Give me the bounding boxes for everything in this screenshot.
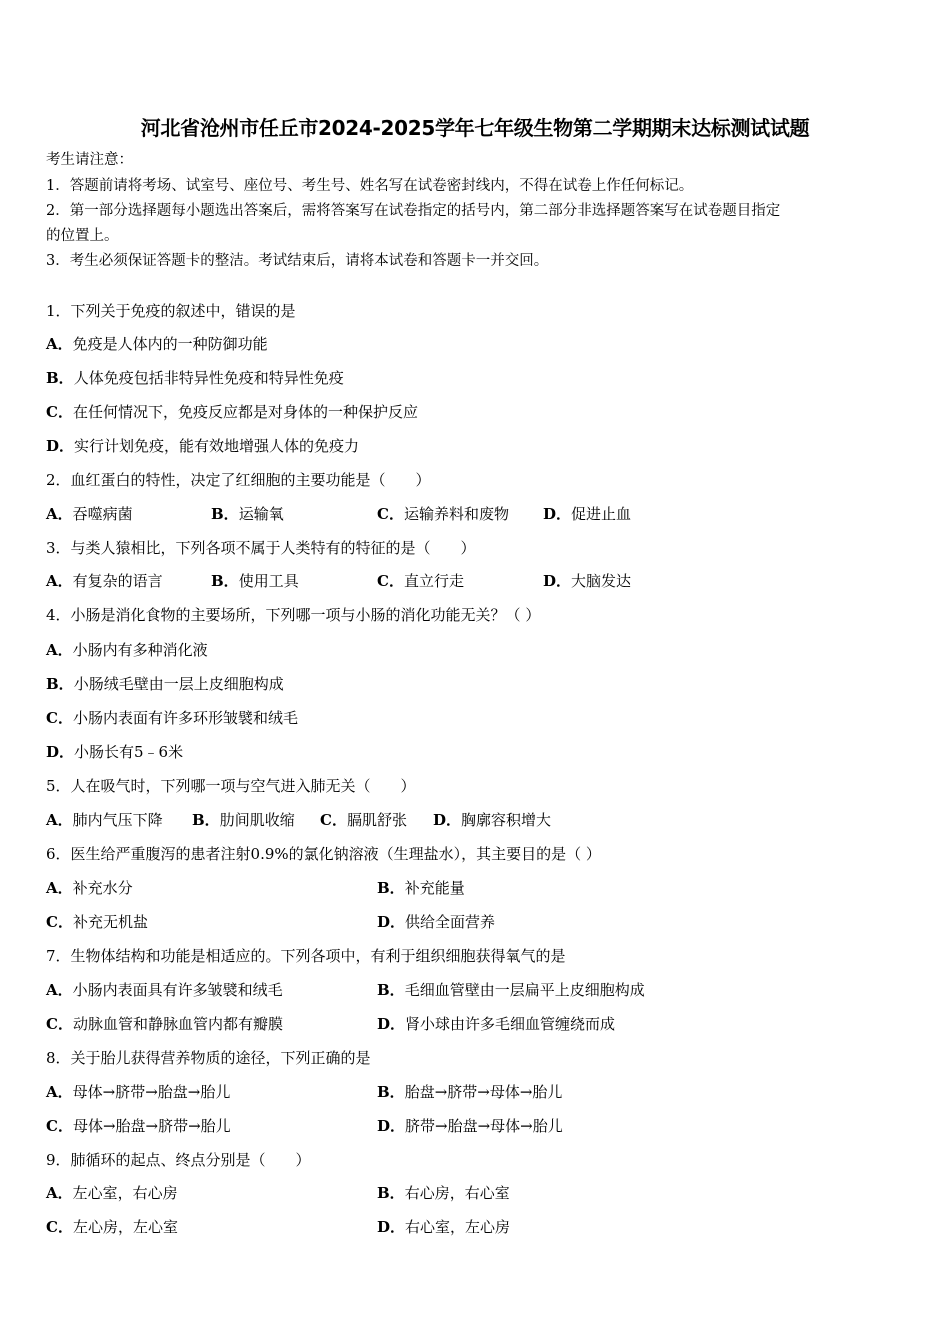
option-label: A．	[46, 811, 73, 829]
notice-item: 3．考生必须保证答题卡的整洁。考试结束后，请将本试卷和答题卡一并交回。	[46, 253, 549, 269]
option-label: A．	[46, 572, 73, 590]
option-label: C．	[46, 1015, 73, 1033]
option-text: 小肠长有5﹣6米	[74, 743, 184, 761]
option-text: 母体→脐带→胎盘→胎儿	[72, 1083, 231, 1101]
option-label: B．	[377, 981, 405, 999]
option-label: B．	[46, 675, 74, 693]
option-label: A．	[46, 1184, 73, 1202]
option-b	[211, 571, 299, 591]
question-stem: 9．肺循环的起点、终点分别是（ ）	[46, 1151, 311, 1169]
option-d	[377, 1217, 510, 1237]
option-b	[377, 1183, 510, 1203]
option-b	[377, 878, 465, 898]
question-stem: 7．生物体结构和功能是相适应的。下列各项中，有利于组织细胞获得氧气的是	[46, 947, 566, 965]
option-text: 有复杂的语言	[72, 572, 163, 590]
option-label: D．	[46, 437, 75, 455]
option-text: 运输养料和废物	[403, 505, 509, 523]
question-stem: 5．人在吸气时，下列哪一项与空气进入肺无关（ ）	[46, 777, 416, 795]
option-label: C．	[46, 913, 73, 931]
option-d	[377, 1116, 563, 1136]
option-text: 右心房，右心室	[404, 1184, 510, 1202]
option-c	[46, 402, 418, 422]
option-text: 运输氧	[238, 505, 284, 523]
option-c	[377, 504, 509, 524]
option-label: B．	[377, 1184, 405, 1202]
option-text: 吞噬病菌	[72, 505, 133, 523]
option-label: C．	[46, 1117, 73, 1135]
option-c	[377, 571, 464, 591]
option-label: D．	[377, 1218, 406, 1236]
option-c	[46, 1217, 178, 1237]
option-text: 免疫是人体内的一种防御功能	[72, 335, 268, 353]
option-label: A．	[46, 335, 73, 353]
option-a	[46, 1183, 178, 1203]
option-label: A．	[46, 1083, 73, 1101]
option-label: D．	[377, 1015, 406, 1033]
question-stem: 6．医生给严重腹泻的患者注射0.9%的氯化钠溶液（生理盐水），其主要目的是（ ）	[46, 845, 601, 863]
option-label: C．	[320, 811, 347, 829]
option-b	[46, 368, 344, 388]
option-text: 促进止血	[571, 505, 632, 523]
option-a	[46, 504, 133, 524]
option-label: C．	[377, 505, 404, 523]
question-stem: 3．与类人猿相比，下列各项不属于人类特有的特征的是（ ）	[46, 539, 476, 557]
option-a	[46, 810, 163, 830]
question-stem: 4．小肠是消化食物的主要场所，下列哪一项与小肠的消化功能无关？（ ）	[46, 606, 541, 624]
option-d	[377, 912, 495, 932]
option-label: A．	[46, 981, 73, 999]
option-text: 毛细血管壁由一层扁平上皮细胞构成	[404, 981, 645, 999]
option-label: B．	[377, 1083, 405, 1101]
option-text: 右心室，左心房	[405, 1218, 511, 1236]
option-text: 胎盘→脐带→母体→胎儿	[404, 1083, 563, 1101]
option-d	[377, 1014, 615, 1034]
option-a	[46, 640, 208, 660]
option-d	[543, 504, 631, 524]
option-b	[377, 980, 645, 1000]
option-label: B．	[46, 369, 74, 387]
option-label: D．	[377, 1117, 406, 1135]
option-label: B．	[211, 505, 239, 523]
option-text: 母体→胎盘→脐带→胎儿	[72, 1117, 231, 1135]
option-text: 小肠内表面具有许多皱襞和绒毛	[72, 981, 283, 999]
option-text: 补充无机盐	[72, 913, 148, 931]
option-label: A．	[46, 879, 73, 897]
option-text: 供给全面营养	[405, 913, 496, 931]
option-text: 直立行走	[403, 572, 464, 590]
option-text: 使用工具	[238, 572, 299, 590]
option-label: A．	[46, 505, 73, 523]
option-label: D．	[46, 743, 75, 761]
option-text: 胸廓容积增大	[461, 811, 552, 829]
option-text: 在任何情况下，免疫反应都是对身体的一种保护反应	[72, 403, 418, 421]
option-text: 补充水分	[72, 879, 133, 897]
option-text: 人体免疫包括非特异性免疫和特异性免疫	[73, 369, 344, 387]
option-a	[46, 334, 268, 354]
option-b	[377, 1082, 562, 1102]
option-text: 脐带→胎盘→母体→胎儿	[405, 1117, 563, 1135]
option-text: 动脉血管和静脉血管内都有瓣膜	[72, 1015, 283, 1033]
option-text: 肺内气压下降	[72, 811, 163, 829]
option-text: 补充能量	[404, 879, 465, 897]
option-label: D．	[433, 811, 462, 829]
option-d	[46, 436, 359, 456]
option-label: C．	[46, 709, 73, 727]
option-b	[211, 504, 284, 524]
option-a	[46, 980, 283, 1000]
option-c	[46, 708, 298, 728]
question-stem: 1．下列关于免疫的叙述中，错误的是	[46, 302, 296, 320]
page-title: 河北省沧州市任丘市2024-2025学年七年级生物第二学期期末达标测试试题	[140, 116, 810, 140]
option-d	[433, 810, 551, 830]
option-label: B．	[377, 879, 405, 897]
option-label: A．	[46, 641, 73, 659]
option-text: 肋间肌收缩	[219, 811, 295, 829]
option-label: B．	[211, 572, 239, 590]
option-text: 小肠内有多种消化液	[72, 641, 208, 659]
option-c	[320, 810, 407, 830]
option-b	[46, 674, 284, 694]
option-c	[46, 912, 148, 932]
option-text: 小肠绒毛壁由一层上皮细胞构成	[73, 675, 284, 693]
notice-header: 考生请注意：	[46, 152, 133, 168]
question-stem: 2．血红蛋白的特性，决定了红细胞的主要功能是（ ）	[46, 471, 431, 489]
option-text: 膈肌舒张	[346, 811, 407, 829]
option-text: 肾小球由许多毛细血管缠绕而成	[405, 1015, 616, 1033]
option-text: 实行计划免疫，能有效地增强人体的免疫力	[74, 437, 360, 455]
option-a	[46, 1082, 230, 1102]
notice-item: 1．答题前请将考场、试室号、座位号、考生号、姓名写在试卷密封线内，不得在试卷上作任何标记。	[46, 178, 694, 194]
option-c	[46, 1014, 283, 1034]
option-label: D．	[377, 913, 406, 931]
option-text: 大脑发达	[571, 572, 632, 590]
option-d	[46, 742, 183, 762]
option-label: C．	[46, 403, 73, 421]
option-a	[46, 878, 133, 898]
option-label: B．	[192, 811, 220, 829]
option-text: 左心房，左心室	[72, 1218, 178, 1236]
option-label: C．	[46, 1218, 73, 1236]
option-label: D．	[543, 572, 572, 590]
notice-item: 的位置上。	[46, 228, 119, 244]
option-text: 左心室，右心房	[72, 1184, 178, 1202]
option-a	[46, 571, 163, 591]
question-stem: 8．关于胎儿获得营养物质的途径，下列正确的是	[46, 1049, 371, 1067]
option-text: 小肠内表面有许多环形皱襞和绒毛	[72, 709, 298, 727]
option-label: C．	[377, 572, 404, 590]
option-d	[543, 571, 631, 591]
option-c	[46, 1116, 231, 1136]
notice-item: 2．第一部分选择题每小题选出答案后，需将答案写在试卷指定的括号内，第二部分非选择题答案写在试卷题目指定	[46, 203, 781, 219]
option-label: D．	[543, 505, 572, 523]
option-b	[192, 810, 295, 830]
